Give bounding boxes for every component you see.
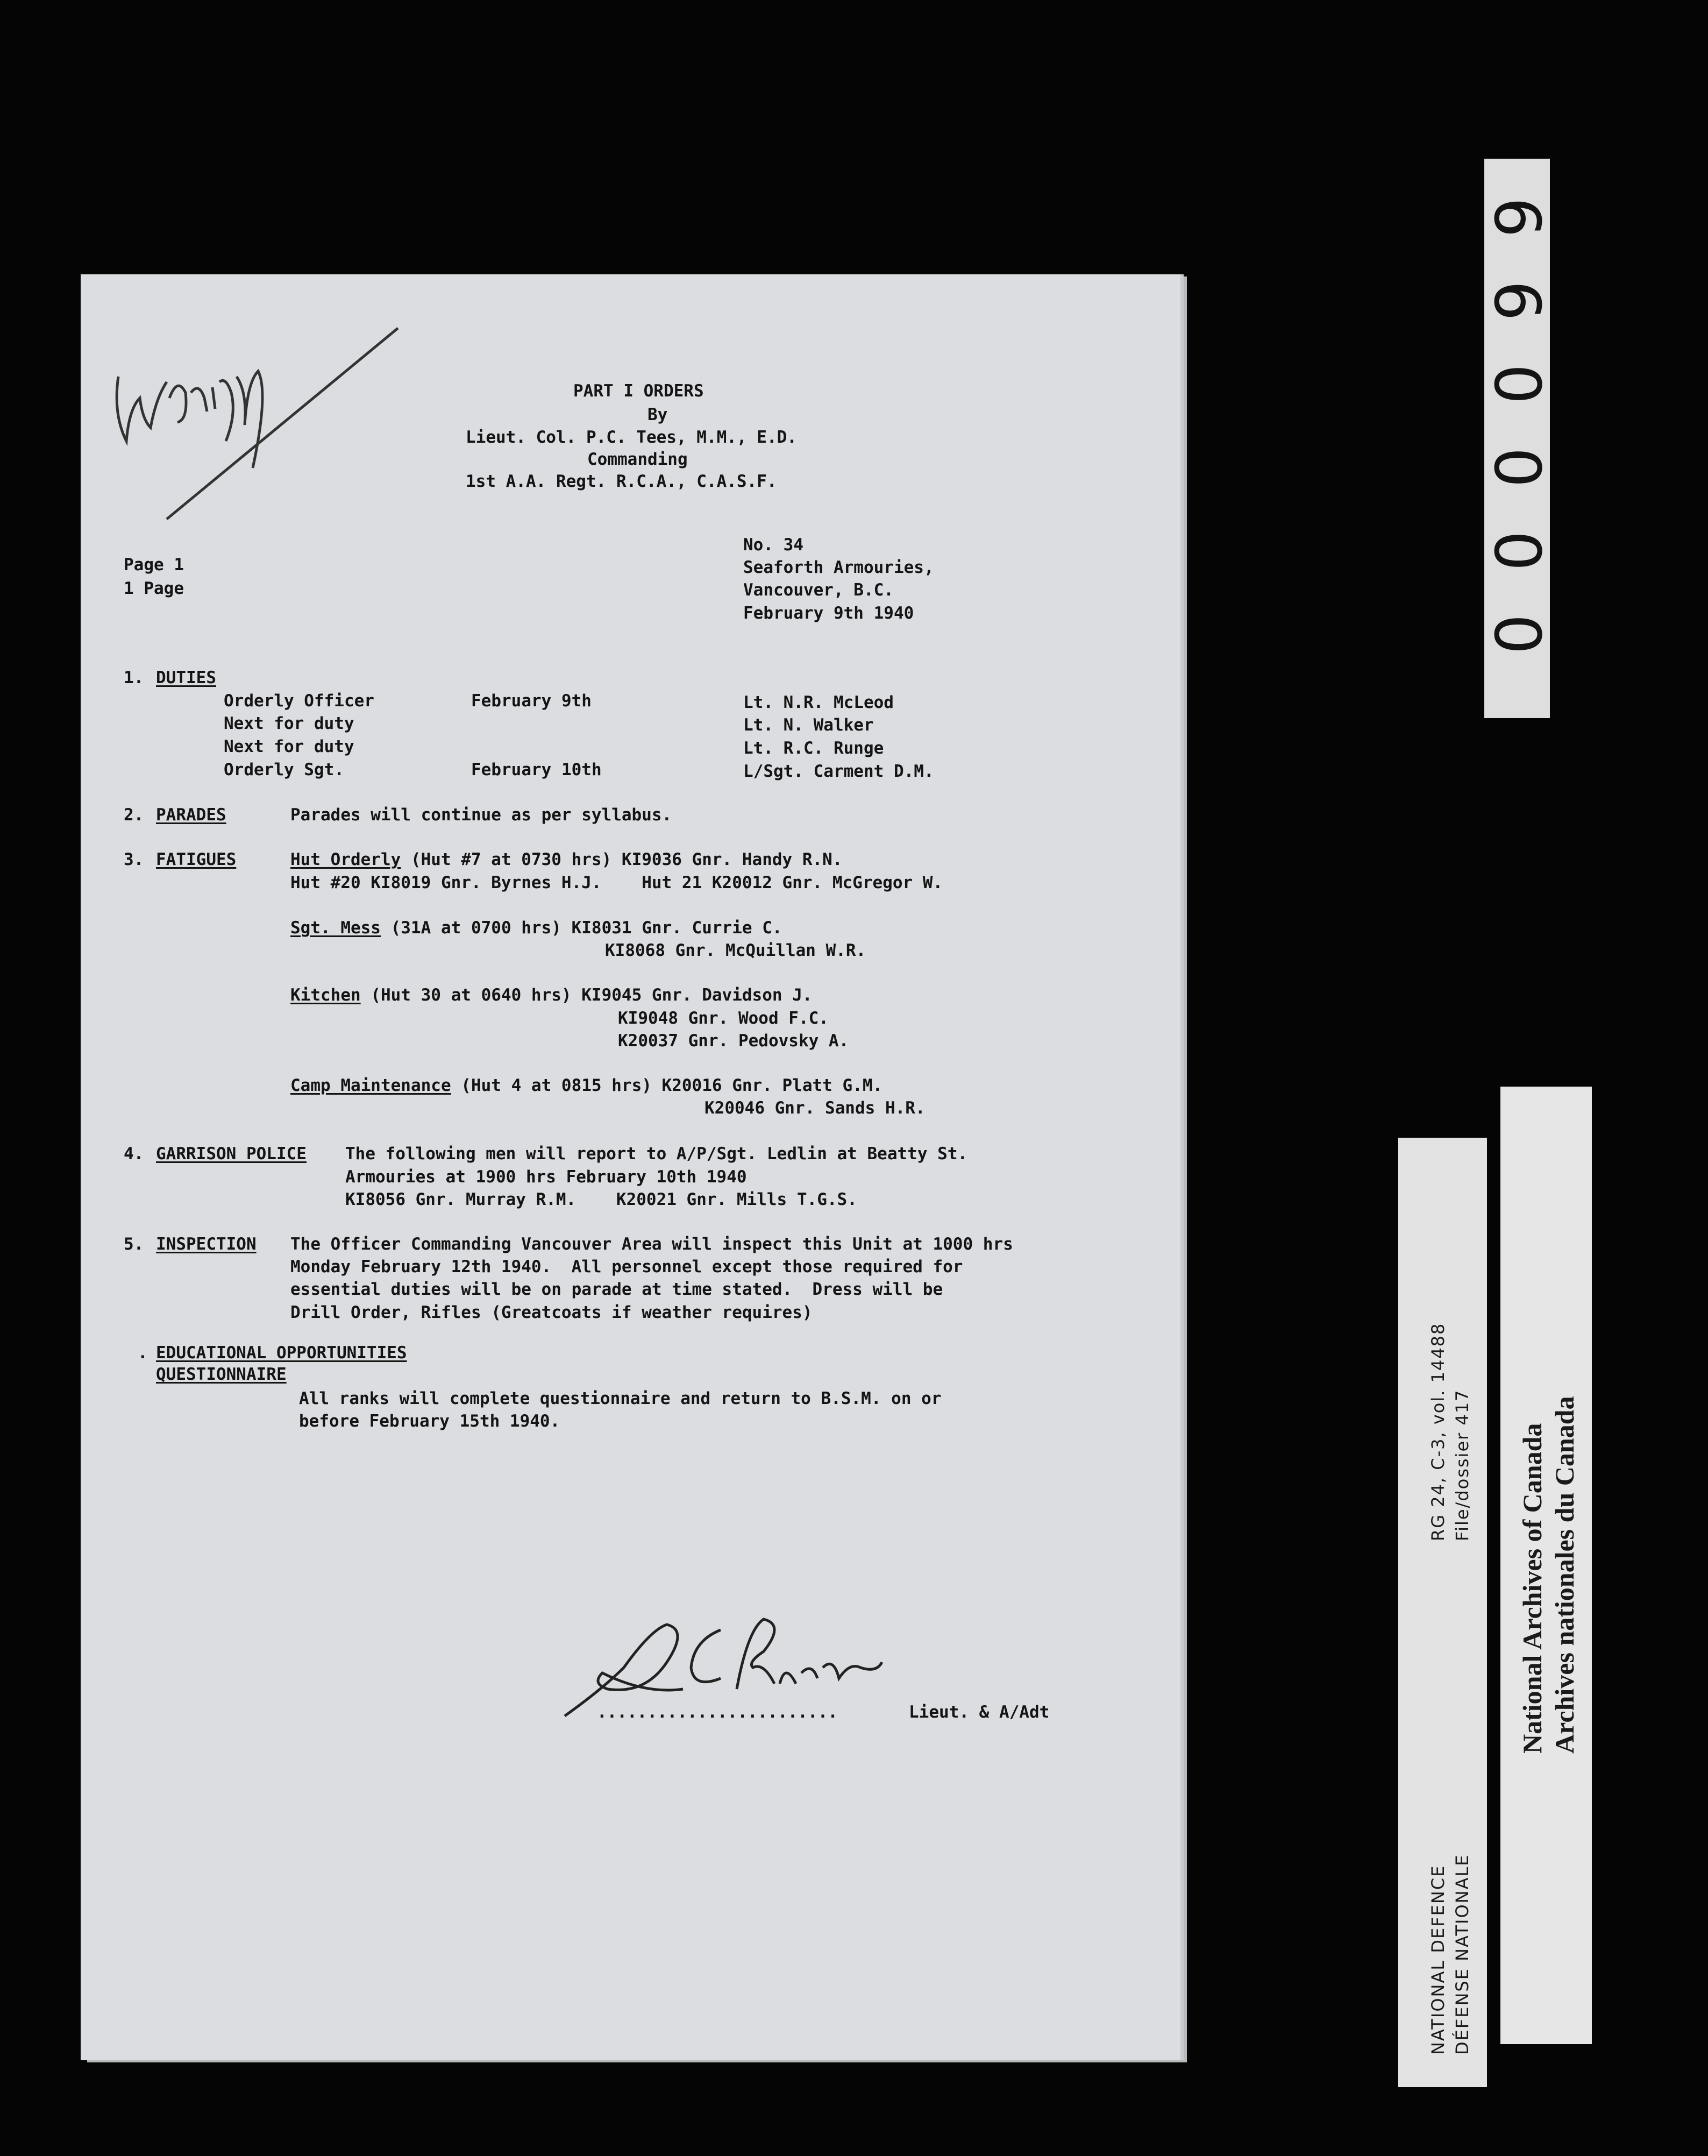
location-line1: Seaforth Armouries, — [743, 558, 934, 577]
duty-name: Lt. N. Walker — [743, 715, 874, 735]
duty-role: Next for duty — [224, 714, 354, 733]
camp-maintenance-label: Camp Maintenance — [290, 1076, 451, 1095]
frame-digit: 0 — [1480, 364, 1554, 405]
education-subheading: QUESTIONNAIRE — [156, 1365, 287, 1384]
parades-number: 2. — [124, 805, 144, 825]
hut-orderly-label: Hut Orderly — [290, 850, 401, 869]
kitchen-detail: (Hut 30 at 0640 hrs) KI9045 Gnr. Davidson J. — [360, 985, 813, 1005]
sgt-mess-detail: (31A at 0700 hrs) KI8031 Gnr. Currie C. — [380, 918, 782, 938]
archive-dept-line2: DÉFENSE NATIONALE — [1452, 1854, 1472, 2055]
camp-line — [290, 1077, 883, 1094]
inspection-line3: essential duties will be on parade at time stated. Dress will be — [290, 1280, 943, 1299]
kitchen-line3: K20037 Gnr. Pedovsky A. — [618, 1031, 849, 1051]
police-line3: KI8056 Gnr. Murray R.M. K20021 Gnr. Mills T.G.S. — [345, 1190, 857, 1209]
order-number: No. 34 — [743, 535, 803, 555]
archive-dept-line1: NATIONAL DEFENCE — [1428, 1864, 1448, 2055]
archive-ref-line2: File/dossier 417 — [1452, 1389, 1472, 1541]
order-date: February 9th 1940 — [743, 604, 914, 623]
frame-digit: 0 — [1480, 530, 1554, 571]
archives-name-en: National Archives of Canada — [1517, 1423, 1547, 1754]
signature-dots: ........................ — [597, 1703, 838, 1722]
camp-maintenance-detail: (Hut 4 at 0815 hrs) K20016 Gnr. Platt G.M. — [451, 1076, 883, 1095]
kitchen-label: Kitchen — [290, 985, 361, 1005]
signature-title: Lieut. & A/Adt — [909, 1703, 1050, 1722]
duty-date: February 10th — [471, 760, 602, 779]
archive-reference-label — [1398, 1138, 1487, 2087]
duty-role: Orderly Sgt. — [224, 760, 344, 779]
duty-role: Orderly Officer — [224, 691, 374, 711]
national-archives-label — [1500, 1087, 1592, 2044]
inspection-line1: The Officer Commanding Vancouver Area will inspect this Unit at 1000 hrs — [290, 1235, 1013, 1254]
frame-digit: 6 — [1480, 197, 1554, 238]
duty-role: Next for duty — [224, 737, 354, 756]
orders-unit: 1st A.A. Regt. R.C.A., C.A.S.F. — [466, 472, 777, 491]
frame-digit: 6 — [1480, 280, 1554, 321]
education-line2: before February 15th 1940. — [299, 1412, 560, 1431]
duties-number: 1. — [124, 668, 144, 687]
handwritten-diary-mark — [97, 317, 419, 533]
sgt-mess-label: Sgt. Mess — [290, 918, 381, 938]
duty-name: Lt. N.R. McLeod — [743, 693, 894, 712]
page-count: 1 Page — [124, 579, 184, 598]
hut-orderly-detail: (Hut #7 at 0730 hrs) KI9036 Gnr. Handy R.N. — [401, 850, 843, 869]
fatigues-number: 3. — [124, 850, 144, 869]
page-number: Page 1 — [124, 555, 184, 575]
parades-text: Parades will continue as per syllabus. — [290, 805, 672, 825]
orders-title: PART I ORDERS — [573, 381, 704, 401]
duty-name: L/Sgt. Carment D.M. — [743, 762, 934, 781]
frame-number-strip — [1480, 159, 1554, 718]
hut-orderly-line — [290, 852, 843, 868]
education-heading: EDUCATIONAL OPPORTUNITIES — [156, 1343, 407, 1363]
kitchen-line2: KI9048 Gnr. Wood F.C. — [618, 1009, 829, 1028]
duties-heading: DUTIES — [156, 668, 216, 687]
orders-by: By — [647, 405, 668, 424]
location-line2: Vancouver, B.C. — [743, 580, 894, 600]
police-number: 4. — [124, 1144, 144, 1164]
inspection-line2: Monday February 12th 1940. All personnel except those required for — [290, 1257, 963, 1276]
duty-name: Lt. R.C. Runge — [743, 739, 884, 758]
sgt-mess-line2: KI8068 Gnr. McQuillan W.R. — [605, 941, 866, 960]
police-line2: Armouries at 1900 hrs February 10th 1940 — [345, 1167, 747, 1187]
inspection-heading: INSPECTION — [156, 1235, 257, 1254]
archives-name-fr: Archives nationales du Canada — [1549, 1396, 1579, 1754]
inspection-line4: Drill Order, Rifles (Greatcoats if weather requires) — [290, 1303, 813, 1322]
archive-ref-line1: RG 24, C-3, vol. 14488 — [1428, 1322, 1448, 1541]
frame-digit: 0 — [1480, 447, 1554, 488]
hut-orderly-line2: Hut #20 KI8019 Gnr. Byrnes H.J. Hut 21 K20012 Gnr. McGregor W. — [290, 873, 943, 892]
duty-date: February 9th — [471, 691, 592, 711]
education-line1: All ranks will complete questionnaire and return to B.S.M. on or — [299, 1389, 942, 1408]
inspection-number: 5. — [124, 1235, 144, 1254]
orders-officer: Lieut. Col. P.C. Tees, M.M., E.D. — [466, 428, 797, 447]
orders-role: Commanding — [587, 450, 688, 469]
police-heading: GARRISON POLICE — [156, 1144, 307, 1164]
fatigues-heading: FATIGUES — [156, 850, 237, 869]
parades-heading: PARADES — [156, 805, 226, 825]
kitchen-line — [290, 987, 813, 1004]
education-number: . — [138, 1343, 148, 1363]
sgt-mess-line — [290, 920, 782, 937]
police-line1: The following men will report to A/P/Sgt. Ledlin at Beatty St. — [345, 1144, 968, 1164]
camp-line2: K20046 Gnr. Sands H.R. — [704, 1098, 926, 1118]
frame-digit: 0 — [1480, 614, 1554, 655]
